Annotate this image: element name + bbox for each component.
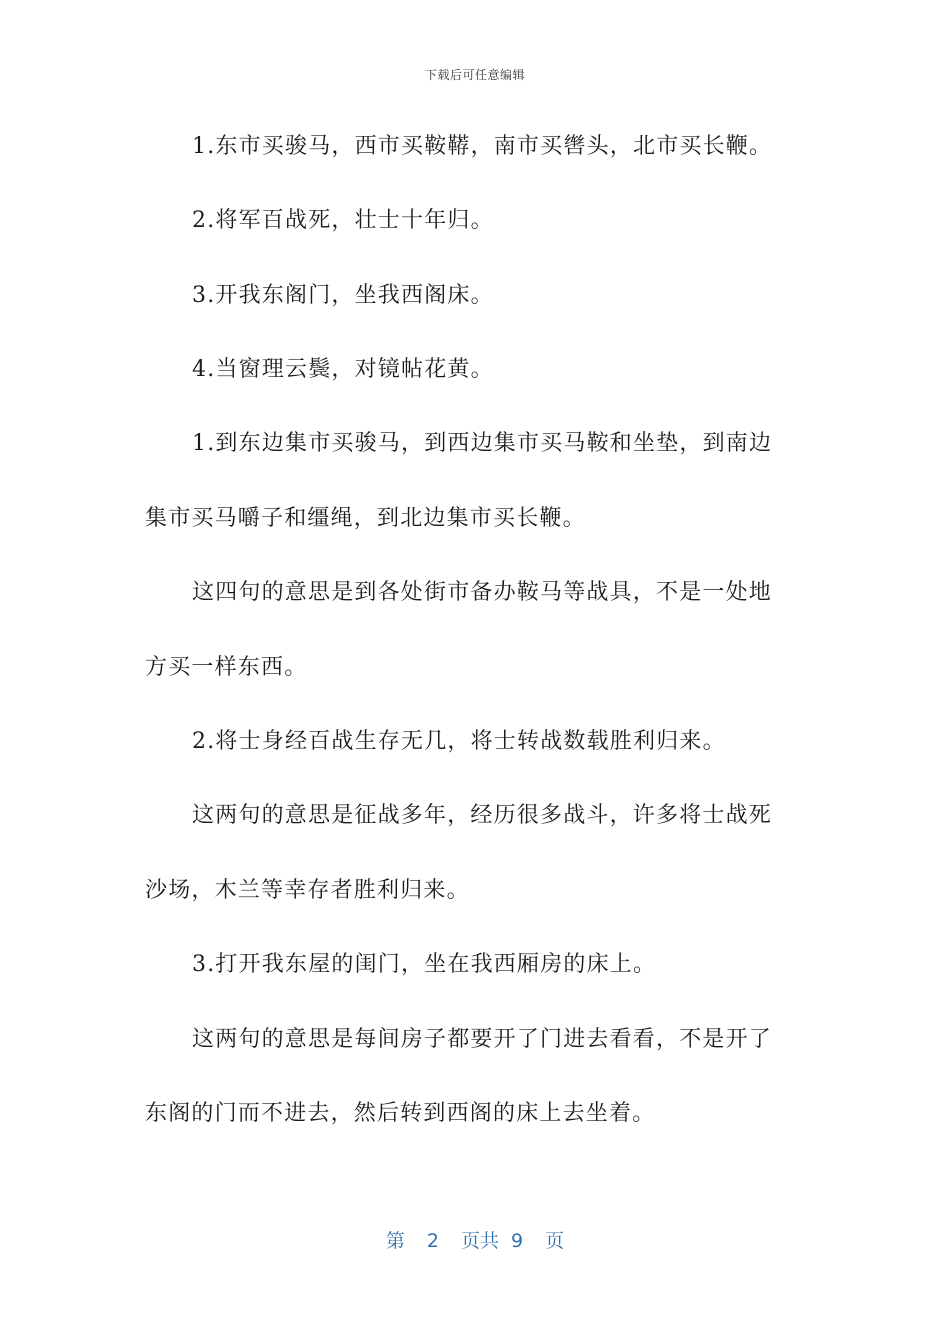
footer-total-pages: 9 (511, 1230, 524, 1252)
header-note: 下载后可任意编辑 (424, 68, 525, 82)
footer-suffix: 页 (545, 1230, 565, 1252)
paragraph-line: 集市买马嚼子和缰绳，到北边集市买长鞭。 (145, 506, 586, 531)
footer-prefix: 第 (385, 1230, 405, 1252)
paragraph-line: 2.将军百战死，壮士十年归。 (192, 208, 494, 233)
paragraph-line: 沙场，木兰等幸存者胜利归来。 (145, 878, 470, 903)
paragraph-line: 这四句的意思是到各处街市备办鞍马等战具，不是一处地 (192, 580, 773, 605)
paragraph-line: 这两句的意思是每间房子都要开了门进去看看，不是开了 (192, 1027, 773, 1052)
paragraph-line: 3.开我东阁门，坐我西阁床。 (192, 283, 494, 308)
paragraph-line: 方买一样东西。 (145, 655, 308, 680)
paragraph-line: 1.东市买骏马，西市买鞍鞯，南市买辔头，北市买长鞭。 (192, 134, 773, 159)
paragraph-line: 4.当窗理云鬓，对镜帖花黄。 (192, 357, 494, 382)
paragraph-line: 东阁的门而不进去，然后转到西阁的床上去坐着。 (145, 1101, 656, 1126)
footer-page-number: 2 (426, 1230, 439, 1252)
paragraph-line: 2.将士身经百战生存无几，将士转战数载胜利归来。 (192, 729, 726, 754)
paragraph-line: 这两句的意思是征战多年，经历很多战斗，许多将士战死 (192, 803, 773, 828)
paragraph-line: 1.到东边集市买骏马，到西边集市买马鞍和坐垫，到南边 (192, 431, 773, 456)
footer-middle: 页共 (460, 1230, 499, 1252)
page-footer (0, 1226, 950, 1253)
paragraph-line: 3.打开我东屋的闺门，坐在我西厢房的床上。 (192, 952, 657, 977)
